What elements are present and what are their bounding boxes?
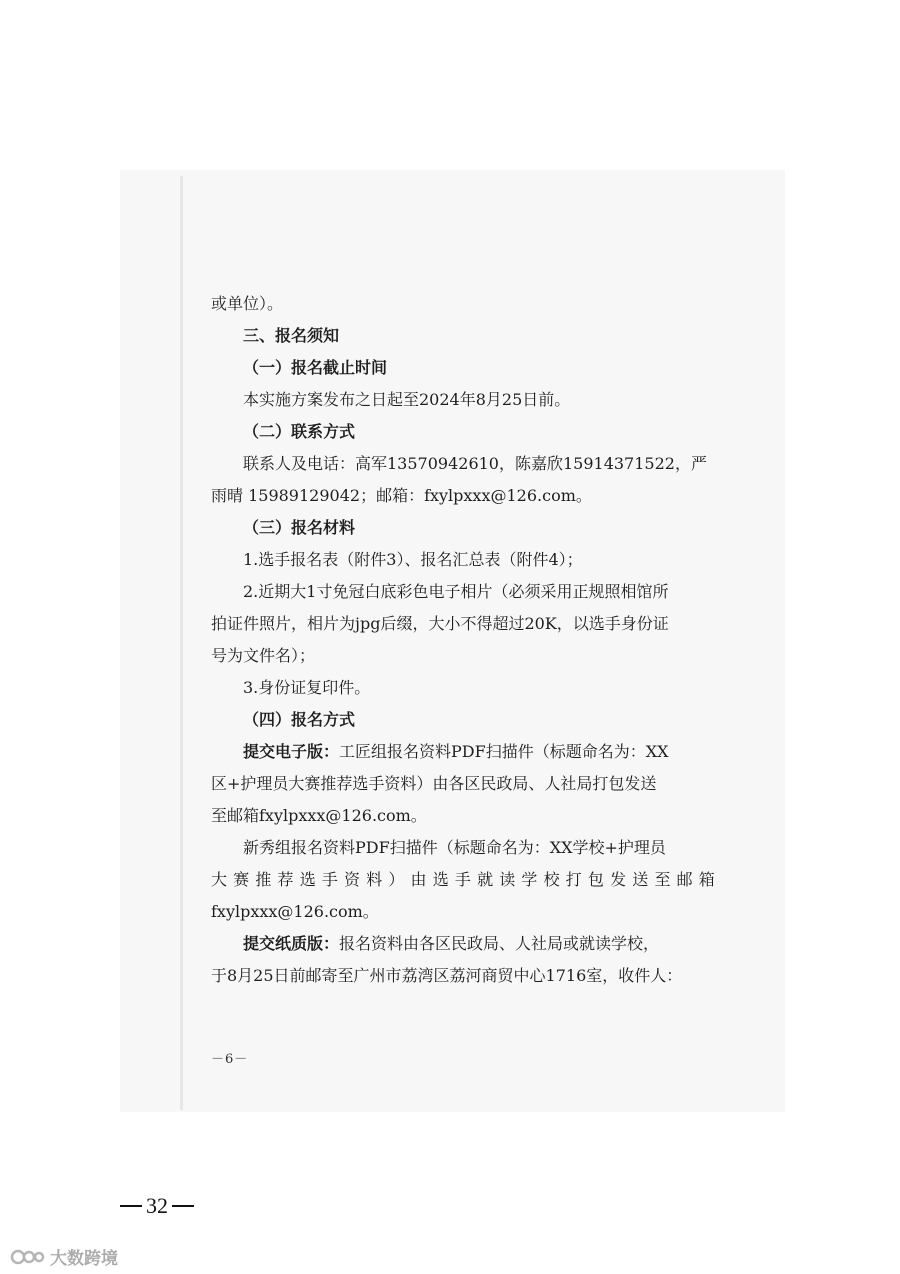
text-line: 3.身份证复印件。 — [243, 678, 371, 697]
left-dash — [120, 1205, 142, 1207]
justified-char: 邮 — [676, 870, 693, 889]
section-heading: 三、报名须知 — [243, 326, 340, 345]
watermark-logo-icon — [10, 1247, 46, 1267]
subsection-heading: （四）报名方式 — [243, 710, 356, 729]
justified-char: 赛 — [233, 870, 250, 889]
text-line: 或单位）。 — [211, 294, 284, 313]
text-line: 本实施方案发布之日起至2024年8月25日前。 — [243, 390, 571, 409]
text-line: 于8月25日前邮寄至广州市荔湾区荔河商贸中心1716室，收件人： — [211, 966, 683, 985]
justified-char: 手 — [321, 870, 338, 889]
watermark-text: 大数跨境 — [50, 1249, 118, 1269]
justified-char: ） — [388, 870, 405, 889]
inline-bold-label: 提交电子版： — [243, 742, 340, 761]
justified-char: 手 — [454, 870, 471, 889]
justified-char: 大 — [211, 870, 228, 889]
binding-shadow — [180, 176, 183, 1110]
text-line — [211, 928, 715, 960]
justified-char: 读 — [499, 870, 516, 889]
justified-char: 资 — [344, 870, 361, 889]
justified-char: 箱 — [698, 870, 715, 889]
outer-page-footer — [120, 1193, 194, 1219]
text-line: 号为文件名）； — [211, 646, 316, 665]
outer-page-number: 32 — [146, 1193, 168, 1218]
subsection-heading: （三）报名材料 — [243, 518, 356, 537]
text-line: 联系人及电话：高军13570942610，陈嘉欣15914371522，严 — [243, 454, 707, 473]
justified-char: 荐 — [277, 870, 294, 889]
justified-char: 推 — [255, 870, 272, 889]
justified-char: 至 — [654, 870, 671, 889]
inline-bold-label: 提交纸质版： — [243, 934, 340, 953]
justified-char: 发 — [610, 870, 627, 889]
text-line: 新秀组报名资料PDF扫描件（标题命名为：XX学校+护理员 — [243, 838, 666, 857]
text-line: 1.选手报名表（附件3）、报名汇总表（附件4）； — [243, 550, 583, 569]
justified-char: 学 — [521, 870, 538, 889]
right-dash — [172, 1205, 194, 1207]
justified-char: 选 — [299, 870, 316, 889]
text-line: fxylpxxx@126.com。 — [211, 902, 379, 921]
text-line — [211, 736, 715, 768]
justified-line — [211, 864, 715, 896]
justified-char: 选 — [432, 870, 449, 889]
text-line: 2.近期大1寸免冠白底彩色电子相片（必须采用正规照相馆所 — [243, 582, 669, 601]
justified-char: 就 — [477, 870, 494, 889]
text-line: 区+护理员大赛推荐选手资料）由各区民政局、人社局打包发送 — [211, 774, 657, 793]
justified-char: 包 — [587, 870, 604, 889]
justified-char: 送 — [632, 870, 649, 889]
watermark — [10, 1244, 118, 1269]
document-body — [211, 288, 715, 992]
inline-text: 工匠组报名资料PDF扫描件（标题命名为：XX — [339, 742, 669, 761]
justified-char: 料 — [366, 870, 383, 889]
text-line: 至邮箱fxylpxxx@126.com。 — [211, 806, 427, 825]
justified-char: 由 — [410, 870, 427, 889]
text-line: 雨晴 15989129042；邮箱：fxylpxxx@126.com。 — [211, 486, 592, 505]
inner-page-number: －6－ — [211, 1052, 249, 1067]
subsection-heading: （一）报名截止时间 — [243, 358, 388, 377]
text-line: 拍证件照片，相片为jpg后缀，大小不得超过20K，以选手身份证 — [211, 614, 669, 633]
subsection-heading: （二）联系方式 — [243, 422, 356, 441]
inline-text: 报名资料由各区民政局、人社局或就读学校， — [339, 934, 660, 953]
justified-char: 校 — [543, 870, 560, 889]
justified-char: 打 — [565, 870, 582, 889]
